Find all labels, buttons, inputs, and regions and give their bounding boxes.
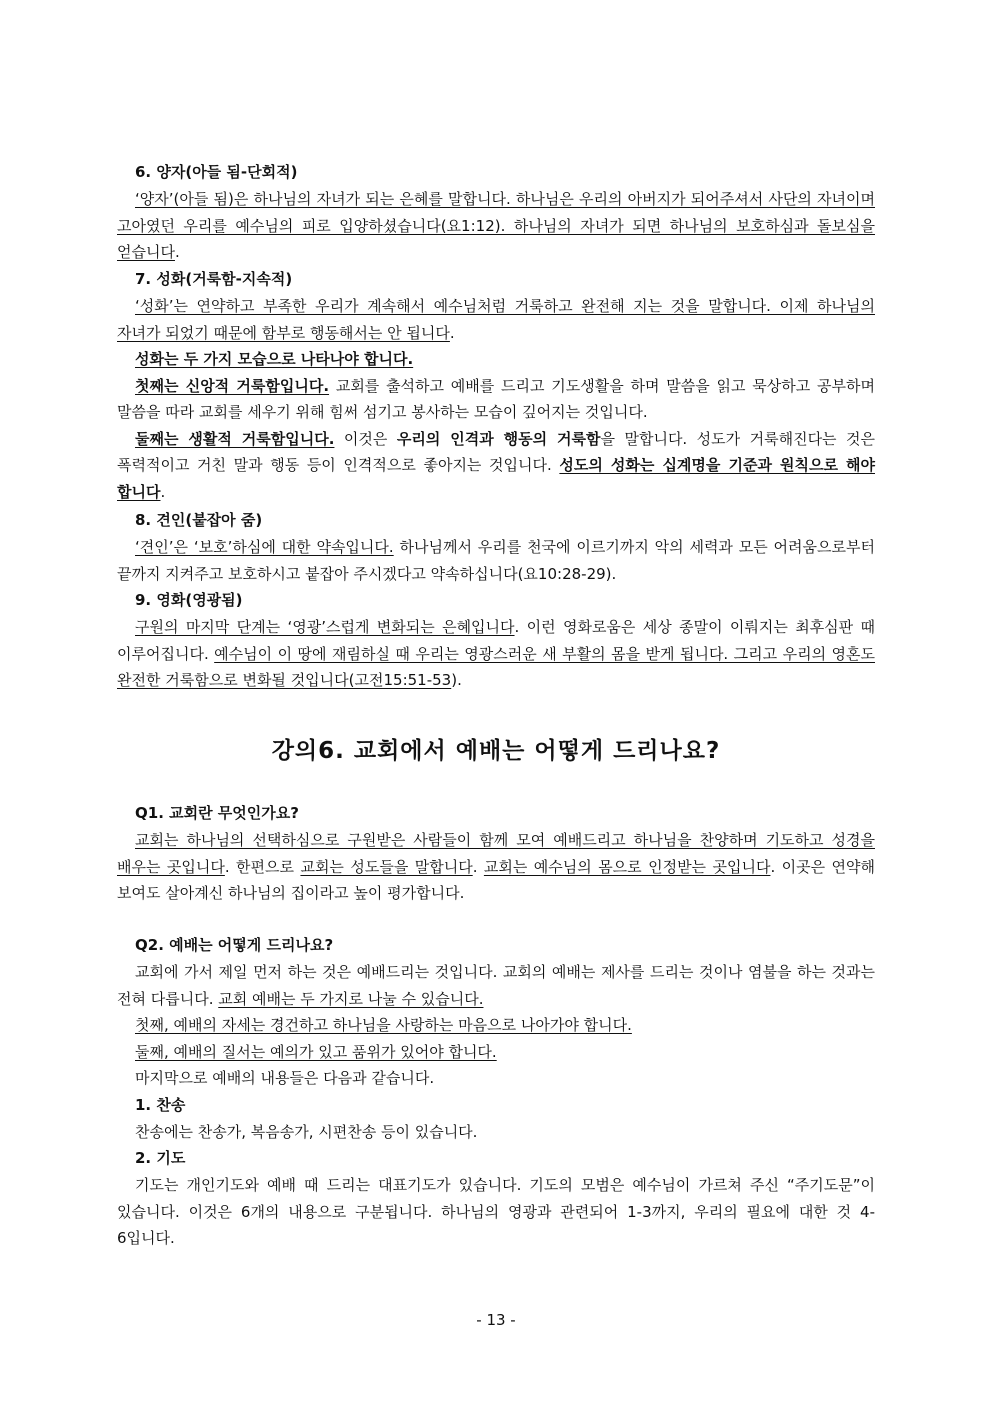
paragraph bbox=[117, 534, 875, 587]
question-how-to-worship bbox=[117, 932, 875, 1252]
question-heading: Q2. 예배는 어떻게 드리나요? bbox=[135, 936, 334, 954]
section-adoption bbox=[117, 159, 875, 266]
paragraph bbox=[117, 614, 875, 694]
question-heading: Q1. 교회란 무엇인가요? bbox=[135, 804, 299, 822]
bold-underlined-text: 성화는 두 가지 모습으로 나타나야 합니다. bbox=[135, 350, 414, 368]
paragraph: 기도는 개인기도와 예배 때 드리는 대표기도가 있습니다. 기도의 모범은 예수님이 가르쳐 주신 “주기도문”이 있습니다. 이것은 6개의 내용으로 구분됩니다. 하나님의 영광과 관련되어 1-3까지, 우리의 필요에 대한 것 4-6입니다. bbox=[117, 1176, 875, 1247]
underlined-text: 예수님이 이 땅에 재림하실 때 우리는 영광스러운 새 부활의 몸을 받게 됩니다. 그리고 우리의 영혼도 완전한 거룩함으로 변화될 것입니다(고전15:51-53 bbox=[117, 644, 875, 689]
text: . 이곳은 연약해 보여도 살아계신 하나님의 집이라고 높이 평가합니다. bbox=[117, 857, 875, 902]
text: . bbox=[472, 857, 484, 876]
text: . bbox=[174, 243, 180, 261]
section-heading: 7. 성화(거룩함-지속적) bbox=[135, 270, 293, 288]
bold-underlined-text: 둘째는 생활적 거룩함입니다. bbox=[135, 429, 335, 448]
underlined-text: 교회는 하나님의 선택하심으로 구원받은 사람들이 함께 모여 예배드리고 하나님을 찬양하며 기도하고 성경을 배우는 곳입니다 bbox=[117, 831, 875, 876]
section-perseverance bbox=[117, 507, 875, 587]
paragraph bbox=[117, 1039, 875, 1066]
underlined-text: ‘양자’(아들 됨)은 하나님의 자녀가 되는 은혜를 말합니다. 하나님은 우리의 아버지가 되어주셔서 사단의 자녀이며 고아였던 우리를 예수님의 피로 입양하셨습니다(요1:12). 하나님의 자녀가 되면 하나님의 보호하심과 돌보심을 얻습니다 bbox=[117, 190, 875, 261]
paragraph: 마지막으로 예배의 내용들은 다음과 같습니다. bbox=[135, 1069, 435, 1087]
text: . 한편으로 bbox=[224, 857, 301, 876]
text: . 이런 영화로움은 세상 종말이 이뤄지는 최후심판 때 이루어집니다. bbox=[117, 618, 875, 663]
underlined-text: 교회 예배는 두 가지로 나눌 수 있습니다. bbox=[218, 989, 484, 1008]
paragraph bbox=[117, 827, 875, 907]
underlined-text: 교회는 예수님의 몸으로 인정받는 곳입니다 bbox=[483, 857, 771, 876]
paragraph bbox=[117, 186, 875, 266]
paragraph bbox=[117, 959, 875, 1012]
section-heading: 6. 양자(아들 됨-단회적) bbox=[135, 163, 298, 181]
bold-underlined-text: 성도의 성화는 십계명을 기준과 원칙으로 해야 합니다 bbox=[117, 456, 875, 501]
bold-underlined-text: 첫째는 신앙적 거룩함입니다. bbox=[135, 376, 330, 395]
paragraph bbox=[117, 1012, 875, 1039]
text: 을 말합니다. 성도가 거룩해진다는 것은 폭력적이고 거친 말과 행동 등이 인격적으로 좋아지는 것입니다. bbox=[117, 429, 875, 474]
underlined-text: ‘견인’은 ‘보호’하심에 대한 약속입니다. bbox=[135, 538, 394, 556]
item-heading-hymn: 1. 찬송 bbox=[135, 1095, 186, 1114]
section-heading: 9. 영화(영광됨) bbox=[135, 591, 243, 609]
paragraph bbox=[117, 426, 875, 506]
text: 교회를 출석하고 예배를 드리고 기도생활을 하며 말씀을 읽고 묵상하고 공부하며 말씀을 따라 교회를 세우기 위해 힘써 섬기고 봉사하는 모습이 깊어지는 것입니다. bbox=[117, 376, 875, 421]
paragraph bbox=[117, 346, 875, 373]
paragraph bbox=[117, 373, 875, 426]
section-glorification bbox=[117, 587, 875, 694]
text: 이것은 bbox=[334, 429, 397, 448]
lecture-title: 강의6. 교회에서 예배는 어떻게 드리나요? bbox=[271, 738, 721, 764]
item-heading-prayer: 2. 기도 bbox=[135, 1149, 186, 1167]
text: . bbox=[449, 323, 455, 342]
underlined-text: 구원의 마지막 단계는 ‘영광’스럽게 변화되는 은혜입니다 bbox=[135, 618, 515, 636]
section-sanctification bbox=[117, 266, 875, 505]
bold-text: 우리의 인격과 행동의 거룩함 bbox=[396, 429, 601, 448]
question-what-is-church bbox=[117, 800, 875, 907]
underlined-text: 교회는 성도들을 말합니다 bbox=[300, 857, 473, 876]
paragraph bbox=[117, 293, 875, 346]
text: 교회에 가서 제일 먼저 하는 것은 예배드리는 것입니다. 교회의 예배는 제사를 드리는 것이나 염불을 하는 것과는 전혀 다릅니다. bbox=[117, 963, 875, 1008]
underlined-text: 둘째, 예배의 질서는 예의가 있고 품위가 있어야 합니다. bbox=[135, 1042, 497, 1061]
section-heading: 8. 견인(붙잡아 줌) bbox=[135, 511, 263, 529]
text: . bbox=[160, 482, 166, 501]
page-number: - 13 - bbox=[476, 1311, 516, 1329]
text: ). bbox=[451, 671, 462, 689]
underlined-text: 첫째, 예배의 자세는 경건하고 하나님을 사랑하는 마음으로 나아가야 합니다. bbox=[135, 1016, 632, 1034]
underlined-text: ‘성화’는 연약하고 부족한 우리가 계속해서 예수님처럼 거룩하고 완전해 지는 것을 말합니다. 이제 하나님의 자녀가 되었기 때문에 함부로 행동해서는 안 됩니다 bbox=[117, 297, 875, 342]
paragraph: 찬송에는 찬송가, 복음송가, 시편찬송 등이 있습니다. bbox=[135, 1122, 478, 1141]
text: 하나님께서 우리를 천국에 이르기까지 악의 세력과 모든 어려움으로부터 끝까지 지켜주고 보호하시고 붙잡아 주시겠다고 약속하십니다(요10:28-29). bbox=[117, 538, 875, 583]
